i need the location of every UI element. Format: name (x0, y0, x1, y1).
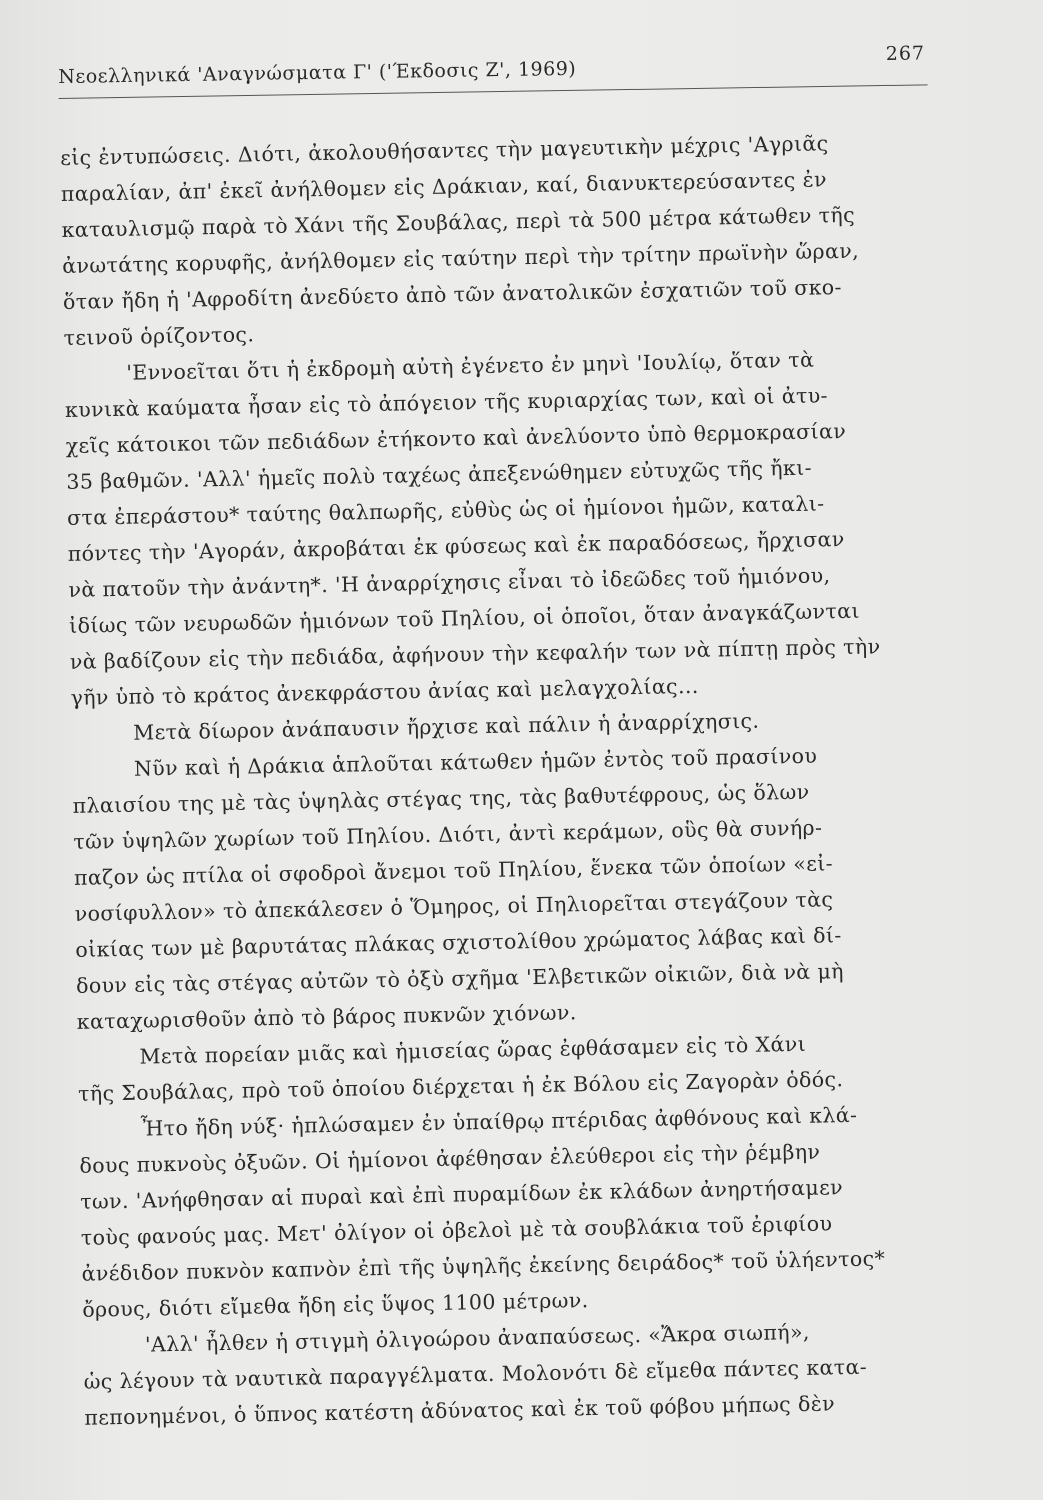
text-line: πόντες τὴν 'Αγοράν, ἀκροβάται ἐκ φύσεως καὶ ἐκ παραδόσεως, ἤρχισαν (67, 527, 845, 566)
text-line: δους πυκνοὺς ὀξυῶν. Οἱ ἡμίονοι ἀφέθησαν ἐλεύθεροι εἰς τὴν ῥέμβην (79, 1139, 821, 1178)
text-line: νοσίφυλλον» τὸ ἀπεκάλεσεν ὁ Ὅμηρος, οἱ Πηλιορεῖται στεγάζουν τὰς (74, 887, 834, 926)
paragraph-start-line: Μετὰ δίωρον ἀνάπαυσιν ἤρχισε καὶ πάλιν ἡ ἀναρρίχησις. (133, 708, 760, 745)
text-line: οἰκίας των μὲ βαρυτάτας πλάκας σχιστολίθου χρώματος λάβας καὶ δί- (75, 923, 842, 962)
text-line: ἰδίως τῶν νευρωδῶν ἡμιόνων τοῦ Πηλίου, οἱ ὁποῖοι, ὅταν ἀναγκάζωνται (68, 598, 860, 638)
text-line: ὄρους, διότι εἴμεθα ἤδη εἰς ὕψος 1100 μέτρων. (82, 1288, 589, 1322)
text-line: παζον ὡς πτίλα οἱ σφοδροὶ ἄνεμοι τοῦ Πηλίου, ἕνεκα τῶν ὁποίων «εἰ- (73, 851, 834, 890)
text-line: παραλίαν, ἀπ' ἐκεῖ ἀνήλθομεν εἰς Δράκιαν, καί, διανυκτερεύσαντες ἐν (60, 167, 828, 206)
text-line: εἰς ἐντυπώσεις. Διότι, ἀκολουθήσαντες τὴν μαγευτικὴν μέχρις 'Αγριᾶς (59, 131, 829, 170)
body-text (59, 131, 910, 1430)
text-line: πεπονημένοι, ὁ ὕπνος κατέστη ἀδύνατος καὶ ἐκ τοῦ φόβου μήπως δὲν (84, 1391, 836, 1430)
text-line: νὰ πατοῦν τὴν ἀνάντη*. 'Η ἀναρρίχησις εἶναι τὸ ἰδεῶδες τοῦ ἡμιόνου, (68, 563, 831, 602)
text-line: πλαισίου της μὲ τὰς ὑψηλὰς στέγας της, τὰς βαθυτέφρους, ὡς ὅλων (72, 779, 810, 818)
text-line: στα ἐπεράστου* ταύτης θαλπωρῆς, εὐθὺς ὡς οἱ ἡμίονοι ἡμῶν, καταλι- (66, 491, 825, 530)
page-number: 267 (885, 42, 926, 65)
page-header (58, 42, 926, 98)
text-line: ἀνέδιδον πυκνὸν καπνὸν ἐπὶ τῆς ὑψηλῆς ἐκείνης δειράδος* τοῦ ὑλήεντος* (81, 1246, 886, 1286)
text-line: νὰ βαδίζουν εἰς τὴν πεδιάδα, ἀφήνουν τὴν κεφαλήν των νὰ πίπτῃ πρὸς τὴν (69, 634, 881, 674)
text-line: γῆν ὑπὸ τὸ κράτος ἀνεκφράστου ἀνίας καὶ μελαγχολίας... (70, 673, 699, 710)
text-line: 35 βαθμῶν. 'Αλλ' ἡμεῖς πολὺ ταχέως ἀπεξενώθημεν εὐτυχῶς τῆς ἤκι- (66, 455, 813, 494)
paragraph-start-line: Νῦν καὶ ἡ Δράκια ἁπλοῦται κάτωθεν ἡμῶν ἐντὸς τοῦ πρασίνου (133, 743, 818, 781)
text-line: των. 'Ανήφθησαν αἱ πυραὶ καὶ ἐπὶ πυραμίδων ἐκ κλάδων ἀνηρτήσαμεν (80, 1175, 844, 1214)
text-line: τῶν ὑψηλῶν χωρίων τοῦ Πηλίου. Διότι, ἀντὶ κεράμων, οὓς θὰ συνήρ- (73, 815, 823, 854)
paragraph-start-line: Ἦτο ἤδη νύξ· ἡπλώσαμεν ἐν ὑπαίθρῳ πτέριδας ἀφθόνους καὶ κλά- (140, 1102, 858, 1141)
text-line: ὡς λέγουν τὰ ναυτικὰ παραγγέλματα. Μολονότι δὲ εἴμεθα πάντες κατα- (83, 1354, 868, 1394)
running-title: Νεοελληνικά 'Αναγνώσματα Γ' ('Έκδοσις Ζ', 1969) (58, 57, 577, 88)
text-line: καταχωρισθοῦν ἀπὸ τὸ βάρος πυκνῶν χιόνων. (76, 1000, 577, 1034)
paragraph-start-line: 'Αλλ' ἦλθεν ἡ στιγμὴ ὀλιγοώρου ἀναπαύσεως. «Ἄκρα σιωπή», (144, 1319, 811, 1357)
paragraph-start-line: Μετὰ πορείαν μιᾶς καὶ ἡμισείας ὥρας ἐφθάσαμεν εἰς τὸ Χάνι (139, 1031, 807, 1069)
text-line: δουν εἰς τὰς στέγας αὐτῶν τὸ ὀξὺ σχῆμα 'Ελβετικῶν οἰκιῶν, διὰ νὰ μὴ (75, 959, 845, 998)
text-line: χεῖς κάτοικοι τῶν πεδιάδων ἐτήκοντο καὶ ἀνελύοντο ὑπὸ θερμοκρασίαν (65, 418, 847, 458)
text-line: τῆς Σουβάλας, πρὸ τοῦ ὁποίου διέρχεται ἡ ἐκ Βόλου εἰς Ζαγορὰν ὁδός. (77, 1067, 844, 1106)
text-line: τοὺς φανούς μας. Μετ' ὀλίγον οἱ ὀβελοὶ μὲ τὰ σουβλάκια τοῦ ἐριφίου (80, 1211, 833, 1250)
text-line: καταυλισμῷ παρὰ τὸ Χάνι τῆς Σουβάλας, περὶ τὰ 500 μέτρα κάτωθεν τῆς (61, 202, 856, 242)
text-line: κυνικὰ καύματα ἦσαν εἰς τὸ ἀπόγειον τῆς κυριαρχίας των, καὶ οἱ ἀτυ- (64, 383, 829, 422)
text-line: ὅταν ἤδη ἡ 'Αφροδίτη ἀνεδύετο ἀπὸ τῶν ἀνατολικῶν ἐσχατιῶν τοῦ σκο- (62, 275, 843, 314)
paragraph-start-line: 'Εννοεῖται ὅτι ἡ ἐκδρομὴ αὐτὴ ἐγένετο ἐν μηνὶ 'Ιουλίῳ, ὅταν τὰ (126, 347, 815, 385)
text-line: ἀνωτάτης κορυφῆς, ἀνήλθομεν εἰς ταύτην περὶ τὴν τρίτην πρωϊνὴν ὥραν, (62, 238, 860, 278)
text-line: τεινοῦ ὁρίζοντος. (63, 322, 255, 350)
header-rule (59, 84, 928, 99)
